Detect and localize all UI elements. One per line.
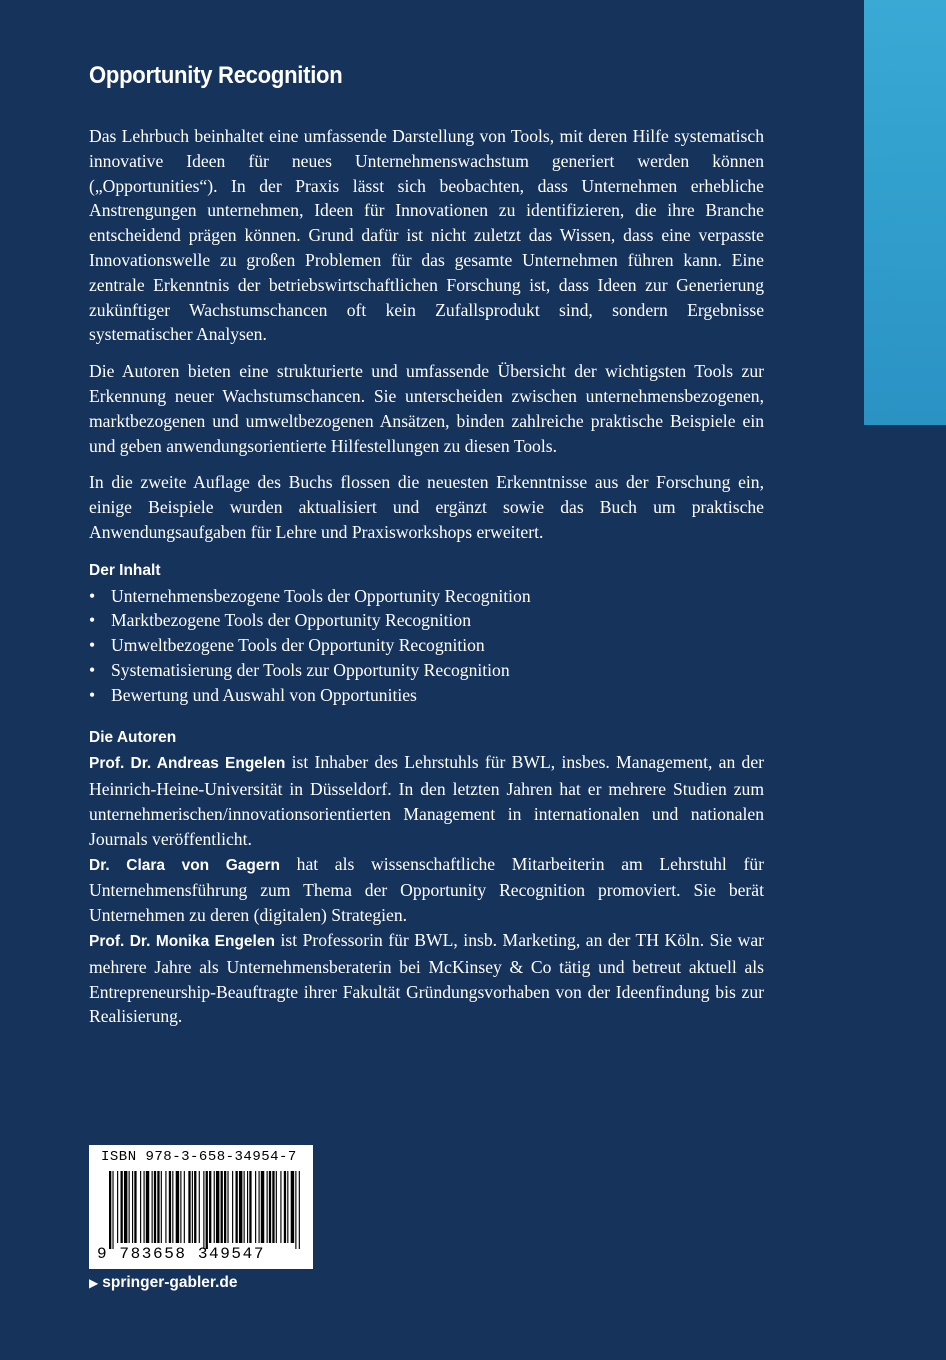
barcode-bar [154, 1171, 156, 1243]
isbn-barcode-box [89, 1145, 313, 1269]
barcode-bar [261, 1171, 264, 1243]
barcode-bar [134, 1171, 136, 1243]
contents-item: • Unternehmensbezogene Tools der Opportunity Recognition [89, 584, 764, 609]
author-name: Prof. Dr. Monika Engelen [89, 932, 275, 950]
barcode-bar [247, 1171, 248, 1243]
barcode-bar [206, 1171, 208, 1249]
barcode-bar [224, 1171, 226, 1243]
accent-bar [864, 0, 946, 425]
barcode-bar [109, 1171, 111, 1249]
author-entry [89, 852, 764, 928]
barcode-bar [291, 1171, 294, 1243]
barcode-bar [165, 1171, 166, 1243]
barcode-bar [112, 1171, 113, 1249]
barcode-bar [236, 1171, 238, 1243]
author-bio: hat als wissenschaftliche Mitarbeiterin am Lehrstuhl für Unternehmensführung zum Thema der Opportunity Recognition promoviert. Sie berät Unternehmen zu deren (digitalen) Strategien. [89, 853, 764, 926]
author-entry [89, 928, 764, 1029]
barcode-bar [287, 1171, 288, 1243]
barcode-bar [169, 1171, 171, 1243]
barcode-bar [129, 1171, 130, 1243]
barcode-bar [249, 1171, 251, 1243]
barcode-bar [203, 1171, 204, 1249]
barcode-bar [194, 1171, 196, 1243]
contents-item: • Umweltbezogene Tools der Opportunity Recognition [89, 633, 764, 658]
barcode-bar [172, 1171, 173, 1243]
barcode-digits: 9 783658 349547 [97, 1245, 266, 1263]
description-paragraph-1: Das Lehrbuch beinhaltet eine umfassende Darstellung von Tools, mit deren Hilfe systematisch innovative Ideen für neues Unternehmenswachstum generiert werden können („Opportunities“). In der Praxis lässt sich beobachten, dass Unternehmen erhebliche Anstrengungen unternehmen, Ideen für Innovationen zu identifizieren, die ihre Branche entscheidend prägen können. Grund dafür ist nicht zuletzt das Wissen, dass eine verpasste Innovationswelle zu großen Problemen für das gesamte Unternehmen führen kann. Eine zentrale Erkenntnis der betriebswirtschaftlichen Forschung ist, dass Ideen zur Generierung zukünftiger Wachstumschancen oft kein Zufallsprodukt sind, sondern Ergebnisse systematischer Analysen. [89, 126, 764, 345]
barcode-bar [216, 1171, 219, 1243]
barcode-bar [152, 1171, 153, 1243]
barcode-bar [117, 1171, 118, 1243]
barcode-bar [299, 1171, 300, 1249]
barcode-bar [184, 1171, 185, 1243]
barcode-bar [255, 1171, 256, 1243]
contents-list [89, 584, 764, 708]
barcode-bar [132, 1171, 133, 1243]
back-cover-text [89, 62, 764, 1029]
barcode-bar [221, 1171, 223, 1243]
contents-item: • Marktbezogene Tools der Opportunity Recognition [89, 608, 764, 633]
barcode-bar [124, 1171, 127, 1243]
barcode-bar [209, 1171, 211, 1243]
barcode-bar [157, 1171, 159, 1243]
barcode-bar [244, 1171, 245, 1243]
triangle-right-icon: ▶ [89, 1276, 99, 1290]
author-name: Prof. Dr. Andreas Engelen [89, 755, 286, 773]
barcode-bar [144, 1171, 145, 1243]
description-paragraph-2: Die Autoren bieten eine strukturierte und umfassende Übersicht der wichtigsten Tools zur Erkennung neuer Wachstumschancen. Sie unterscheiden zwischen unternehmensbezogenen, marktbezogenen und umweltbezogenen Ansätzen, binden zahlreiche praktische Beispiele ein und geben anwendungsorientierte Hilfestellungen zu diesen Tools. [89, 361, 764, 456]
barcode-bar [214, 1171, 215, 1243]
description-paragraph-3: In die zweite Auflage des Buchs flossen die neuesten Erkenntnisse aus der Forschung ein, einige Beispiele wurden aktualisiert und ergänzt sowie das Buch um praktische Anwendungsaufgaben für Lehre und Praxisworkshops erweitert. [89, 472, 764, 542]
barcode-bar [272, 1171, 274, 1243]
author-entry [89, 750, 764, 851]
authors-heading: Die Autoren [89, 728, 177, 746]
barcode-bar [161, 1171, 162, 1243]
barcode-bar [267, 1171, 268, 1243]
barcode-bar [176, 1171, 179, 1243]
barcode-bar [259, 1171, 260, 1243]
barcode-bar [232, 1171, 233, 1243]
barcode-bar [269, 1171, 271, 1243]
barcode [109, 1171, 301, 1249]
barcode-bar [180, 1171, 181, 1243]
barcode-bar [239, 1171, 242, 1243]
author-bio: ist Professorin für BWL, insb. Marketing, an der TH Köln. Sie war mehrere Jahre als Unternehmensberaterin bei McKinsey & Co tätig und betreut aktuell als Entrepreneurship-Beauftragte ihrer Fakultät Gründungsvorhaben von der Ideenfindung bis zur Realisierung. [89, 929, 764, 1027]
contents-heading: Der Inhalt [89, 561, 161, 579]
author-bio: ist Inhaber des Lehrstuhls für BWL, insbes. Management, an der Heinrich-Heine-Universität in Düsseldorf. In den letzten Jahren hat er mehrere Studien zum unternehmerischen/innovationsorientierten Management in internationalen und nationalen Journals veröffentlicht. [89, 752, 765, 849]
barcode-bar [121, 1171, 123, 1243]
contents-item: • Bewertung und Auswahl von Opportunities [89, 683, 764, 708]
barcode-bar [146, 1171, 149, 1243]
isbn-label: ISBN 978-3-658-34954-7 [101, 1149, 297, 1165]
book-title: Opportunity Recognition [89, 62, 343, 89]
barcode-bar [295, 1171, 296, 1249]
barcode-bar [280, 1171, 281, 1243]
barcode-bar [192, 1171, 193, 1243]
barcode-bar [199, 1171, 200, 1243]
author-name: Dr. Clara von Gagern [89, 856, 280, 874]
website-url: springer-gabler.de [102, 1274, 238, 1291]
barcode-bar [284, 1171, 286, 1243]
barcode-bar [140, 1171, 141, 1243]
website-link[interactable] [89, 1274, 237, 1292]
contents-item: • Systematisierung der Tools zur Opportunity Recognition [89, 658, 764, 683]
barcode-bar [276, 1171, 277, 1243]
barcode-bar [227, 1171, 228, 1243]
barcode-bar [188, 1171, 190, 1243]
